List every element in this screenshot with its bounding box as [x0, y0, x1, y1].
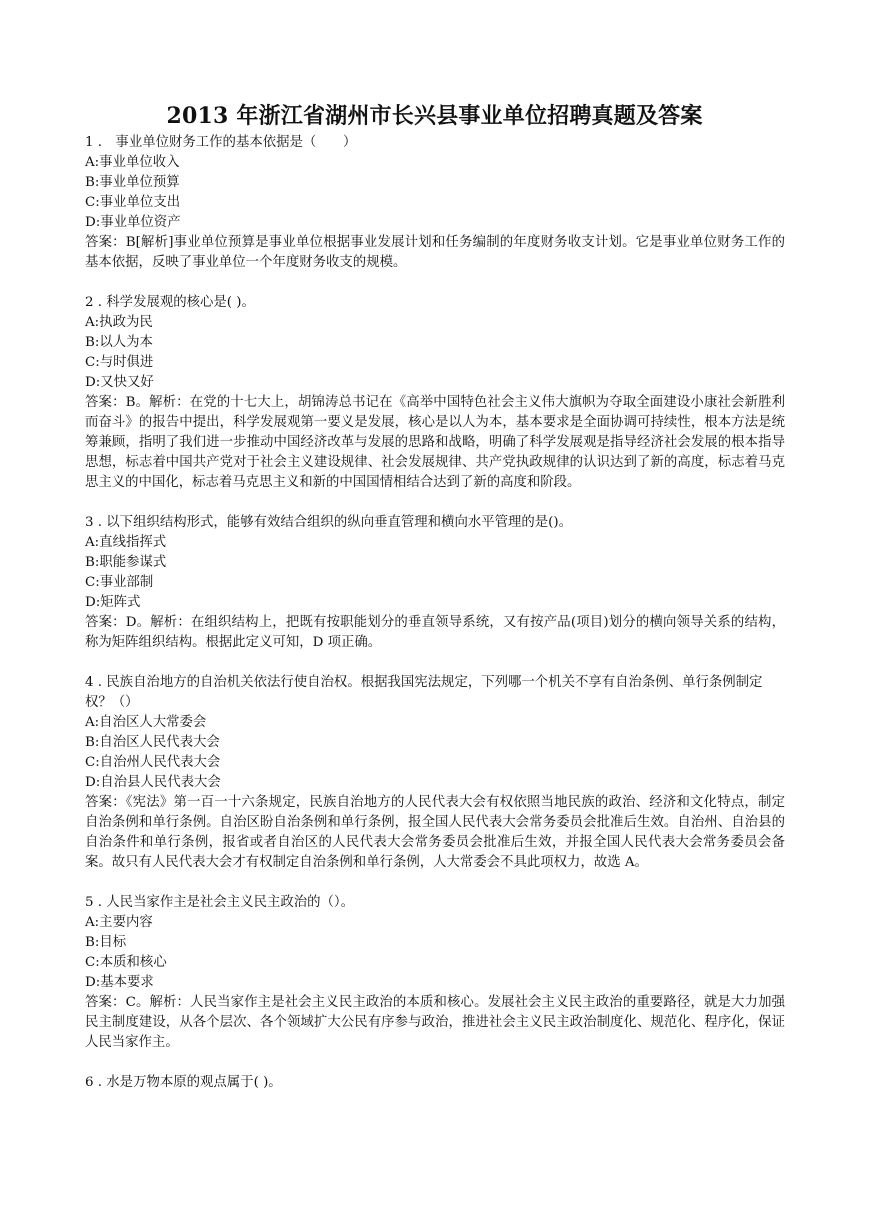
question-4 — [85, 673, 785, 873]
option-d: D:基本要求 — [85, 975, 154, 990]
option-d: D:事业单位资产 — [85, 215, 181, 230]
question-1 — [85, 133, 785, 273]
question-stem: 2 . 科学发展观的核心是( )。 — [85, 295, 255, 310]
option-c: C:自治州人民代表大会 — [85, 755, 221, 770]
question-stem: 5 . 人民当家作主是社会主义民主政治的（）。 — [85, 895, 355, 910]
question-6 — [85, 1073, 785, 1093]
option-b: B:自治区人民代表大会 — [85, 735, 220, 750]
question-stem: 3 . 以下组织结构形式，能够有效结合组织的纵向垂直管理和横向水平管理的是()。 — [85, 515, 573, 530]
option-a: A:直线指挥式 — [85, 535, 167, 550]
answer-explanation: 答案：B。解析：在党的十七大上，胡锦涛总书记在《高举中国特色社会主义伟大旗帜为夺取全面建设小康社会新胜利而奋斗》的报告中提出，科学发展观第一要义是发展，核心是以人为本，基本要求是全面协调可持续性，根本方法是统筹兼顾，指明了我们进一步推动中国经济改革与发展的思路和战略，明确了科学发展观是指导经济社会发展的根本指导思想，标志着中国共产党对于社会主义建设规律、社会发展规律、共产党执政规律的认识达到了新的高度，标志着马克思主义的中国化，标志着马克思主义和新的中国国情相结合达到了新的高度和阶段。 — [85, 395, 785, 490]
option-d: D:矩阵式 — [85, 595, 141, 610]
option-c: C:事业单位支出 — [85, 195, 181, 210]
option-d: D:自治县人民代表大会 — [85, 775, 221, 790]
option-b: B:目标 — [85, 935, 127, 950]
answer-explanation: 答案：C。解析：人民当家作主是社会主义民主政治的本质和核心。发展社会主义民主政治的重要路径，就是大力加强民主制度建设，从各个层次、各个领域扩大公民有序参与政治，推进社会主义民主政治制度化、规范化、程序化，保证人民当家作主。 — [85, 995, 785, 1050]
option-b: B:事业单位预算 — [85, 175, 180, 190]
option-c: C:事业部制 — [85, 575, 154, 590]
answer-explanation: 答案：D。解析：在组织结构上，把既有按职能划分的垂直领导系统，又有按产品(项目)划分的横向领导关系的结构，称为矩阵组织结构。根据此定义可知，D 项正确。 — [85, 615, 785, 650]
option-a: A:执政为民 — [85, 315, 153, 330]
question-stem: 1 . 事业单位财务工作的基本依据是（ ） — [85, 135, 357, 150]
option-c: C:本质和核心 — [85, 955, 167, 970]
option-c: C:与时俱进 — [85, 355, 154, 370]
question-list — [85, 133, 785, 1113]
question-stem: 6 . 水是万物本原的观点属于( )。 — [85, 1075, 282, 1090]
option-a: A:事业单位收入 — [85, 155, 180, 170]
question-stem: 4 . 民族自治地方的自治机关依法行使自治权。根据我国宪法规定，下列哪一个机关不享有自治条例、单行条例制定权？（） — [85, 675, 763, 710]
option-d: D:又快又好 — [85, 375, 154, 390]
option-b: B:职能参谋式 — [85, 555, 167, 570]
option-b: B:以人为本 — [85, 335, 153, 350]
page-title: 2013 年浙江省湖州市长兴县事业单位招聘真题及答案 — [166, 103, 703, 129]
answer-explanation: 答案：B[解析]事业单位预算是事业单位根据事业发展计划和任务编制的年度财务收支计划。它是事业单位财务工作的基本依据，反映了事业单位一个年度财务收支的规模。 — [85, 235, 785, 270]
option-a: A:主要内容 — [85, 915, 153, 930]
option-a: A:自治区人大常委会 — [85, 715, 207, 730]
question-3 — [85, 513, 785, 653]
question-5 — [85, 893, 785, 1053]
question-2 — [85, 293, 785, 493]
answer-explanation: 答案：《宪法》第一百一十六条规定，民族自治地方的人民代表大会有权依照当地民族的政治、经济和文化特点，制定自治条例和单行条例。自治区盼自治条例和单行条例，报全国人民代表大会常务委员会批准后生效。自治州、自治县的自治条件和单行条例，报省或者自治区的人民代表大会常务委员会批准后生效，并报全国人民代表大会常务委员会备案。故只有人民代表大会才有权制定自治条例和单行条例，人大常委会不具此项权力，故选 A。 — [85, 795, 785, 870]
